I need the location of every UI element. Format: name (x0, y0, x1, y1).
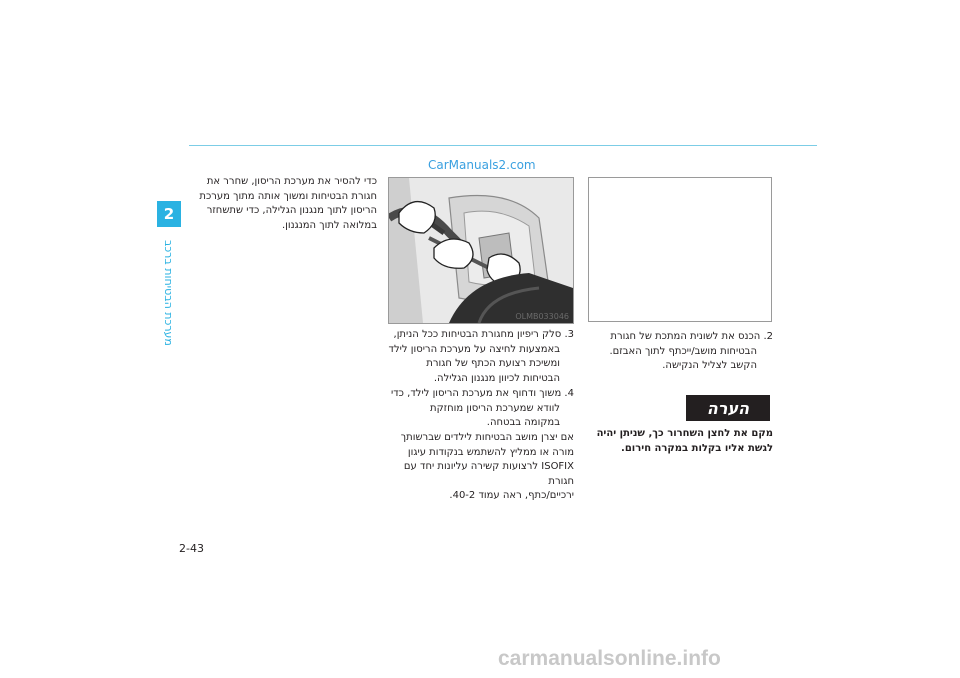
chapter-number-badge: 2 (157, 201, 181, 227)
step-3-line-3: ומשיכת רצועת הכתף של חגורת (426, 358, 560, 370)
isofix-line-4: ירכיים/כתף, ראה עמוד 40-2. (449, 490, 574, 502)
watermark-top: CarManuals2.com (428, 158, 536, 172)
step-4-line-3: במקומה בבטחה. (486, 417, 560, 429)
removal-line-4: במלואה לתוך המנגנון. (282, 219, 377, 231)
isofix-note (381, 431, 574, 504)
photo-code: OLMB033046 (515, 312, 569, 321)
removal-line-1: כדי להסיר את מערכת הריסון, שחרר את (206, 176, 377, 187)
chapter-label: מערכת הבטיחות ברכב (162, 240, 175, 346)
step-2-line-1: 2. הכנס את לשונית המתכת של חגורת (610, 331, 773, 342)
photo-installing-seat (388, 177, 574, 324)
watermark-bottom: carmanualsonline.info (498, 647, 721, 670)
step-3-line-2: באמצעות לחיצה על מערכת הריסון לילד (388, 343, 560, 355)
photo-buckle (588, 177, 772, 322)
step-3-text (381, 328, 574, 386)
step-4-line-1: 4. משוך ודחוף את מערכת הריסון לילד, כדי (390, 388, 574, 399)
step-3-line-1: 3. סלק ריפיון מחגורת הבטיחות ככל הניתן, (393, 329, 574, 340)
step-2-line-3: הקשב לצליל הנקישה. (662, 360, 757, 372)
isofix-line-1: אם יצרן מושב הבטיחות לילדים שברשותך (400, 432, 574, 443)
step-2-text (585, 330, 773, 374)
removal-line-2: חגורת הבטיחות ומשוך אותה מתוך מערכת (199, 190, 377, 202)
step-2-line-2: הבטיחות מושב/ייכתף לתוך האבזם. (609, 345, 757, 357)
step-4-line-2: לוודא שמערכת הריסון מוחזקת (430, 402, 560, 414)
step-3-line-4: הבטיחות לכיוון מנגנון הגלילה. (433, 372, 560, 384)
caution-line-2: לגשת אליו בקלות במקרה חירום. (621, 442, 773, 454)
isofix-line-2: מורה או ממליץ להשתמש בנקודות עיגון (407, 446, 574, 458)
caution-text (592, 427, 773, 456)
step-4-text (381, 387, 574, 431)
photo-illustration (389, 178, 573, 323)
top-rule (189, 145, 817, 146)
removal-line-3: הריסון לתוך מנגנון הגלילה, כדי שתשחזר (206, 205, 377, 217)
page-number: 2-43 (179, 542, 204, 555)
isofix-line-3: ISOFIX לרצועות קשירה עליונות יחד עם חגורת (403, 461, 574, 487)
caution-line-1: מקם את לחצן השחרור כך, שניתן יהיה (596, 428, 773, 439)
caution-heading: הערה (686, 395, 770, 421)
removal-text (187, 175, 377, 233)
